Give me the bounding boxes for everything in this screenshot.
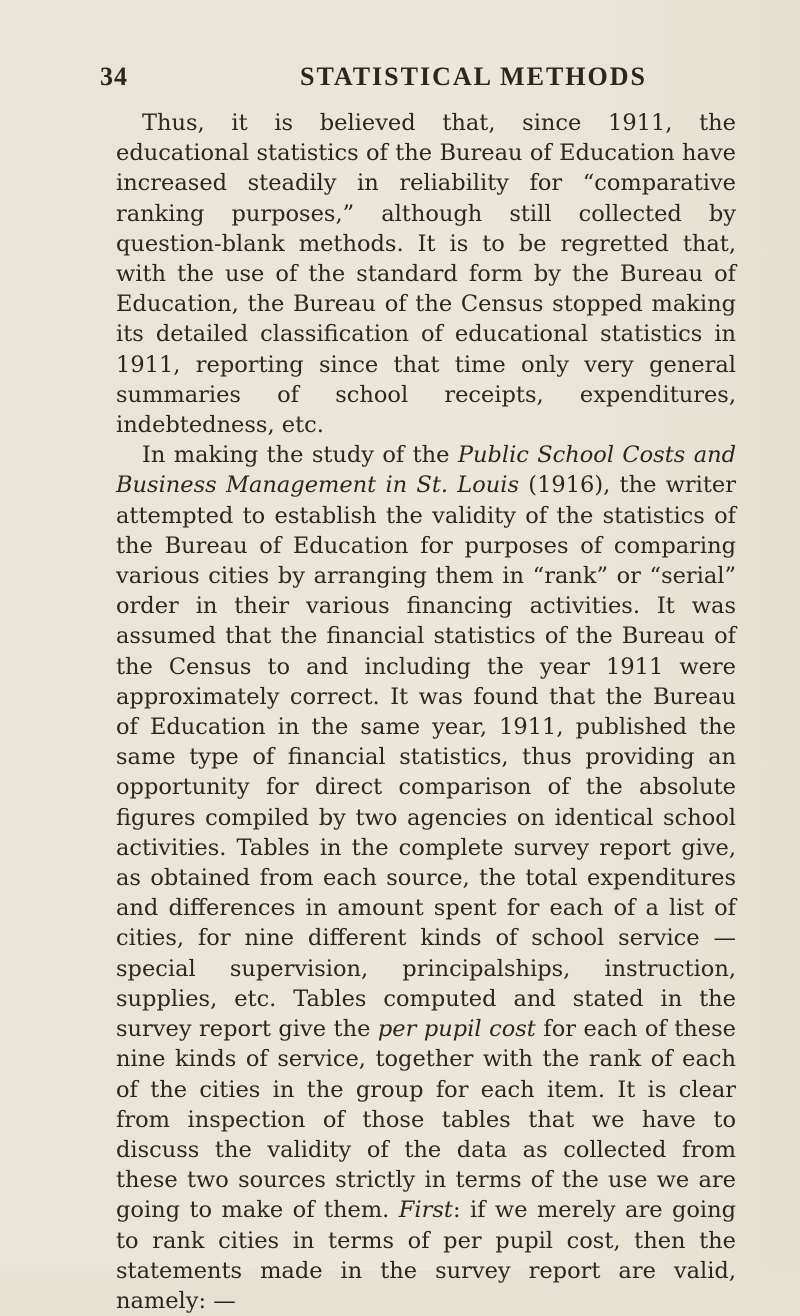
paragraph-text: Thus, it is believed that, since 1911, the educational statistics of the Bureau of Education have increased steadily in reliability for “comparative ranking purposes,” although still collected by question-blank methods. It is to be regretted that, with the use of the standard form by the Bureau of Education, the Bureau of the Census stopped making its detailed classification of educational statistics in 1911, reporting since that time only very general summaries of school receipts, expenditures, indebtedness, etc. (116, 110, 736, 439)
paragraph-text: In making the study of the (142, 442, 458, 469)
paragraph-1 (116, 108, 736, 440)
paragraph-text: : if we merely are going to rank cities in terms of per pupil cost, then the statements made in the survey report are valid, namely: — (116, 1197, 737, 1314)
body-text (116, 108, 736, 1316)
paragraph-text: for each of these nine kinds of service, together with the rank of each of the cities in the group for each item. It is clear from inspection of those tables that we have to discuss the validity of the data as collected from these two sources strictly in terms of the use we are going to make of them. (116, 1016, 736, 1224)
page-header (100, 62, 740, 102)
paragraph-text: (1916), the writer attempted to establish the validity of the statistics of the Bureau of Education for purposes of comparing various cities by arranging them in “rank” or “serial” order in their various financing activities. It was assumed that the financial statistics of the Bureau of the Census to and including the year 1911 were approximately correct. It was found that the Bureau of Education in the same year, 1911, published the same type of financial statistics, thus providing an opportunity for direct comparison of the absolute figures compiled by two agencies on identical school activities. Tables in the complete survey report give, as obtained from each source, the total expenditures and differences in amount spent for each of a list of cities, for nine different kinds of school service —special supervision, principalships, instruction, supplies, etc. Tables computed and stated in the survey report give the (116, 472, 736, 1043)
paragraph-2 (116, 440, 736, 1316)
running-head: STATISTICAL METHODS (300, 62, 647, 91)
page-number: 34 (100, 62, 128, 91)
book-title: Public School Costs and Business Management in St. Louis (116, 442, 737, 499)
emphasis-per-pupil-cost: per pupil cost (377, 1016, 536, 1043)
emphasis-first: First (398, 1197, 453, 1224)
